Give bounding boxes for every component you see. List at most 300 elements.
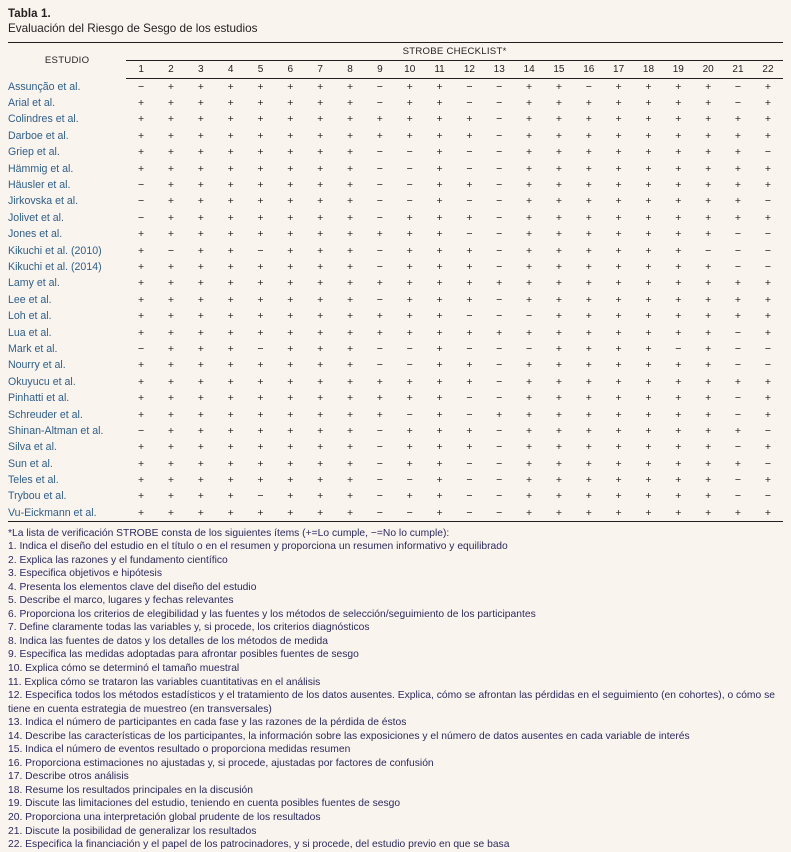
column-header-item-20: 20 (693, 61, 723, 79)
criterion-cell: − (406, 408, 413, 421)
criterion-cell: + (615, 474, 622, 487)
criterion-cell: + (227, 474, 234, 487)
criterion-cell: + (436, 310, 443, 323)
criterion-cell: + (346, 277, 354, 290)
criterion-cell: + (436, 195, 443, 208)
criterion-cell: + (287, 408, 294, 421)
criterion-cell: − (496, 211, 503, 224)
criterion-cell: + (526, 392, 533, 405)
criterion-cell: + (167, 408, 175, 421)
criterion-cell: + (526, 375, 533, 388)
criterion-cell: + (526, 474, 533, 487)
criterion-cell: + (287, 359, 294, 372)
criterion-cell: + (675, 441, 682, 454)
criterion-cell: + (645, 424, 652, 437)
criterion-cell: − (734, 342, 742, 355)
criterion-cell: + (734, 293, 742, 306)
criterion-cell: − (734, 244, 742, 257)
criterion-cell: + (585, 228, 592, 241)
criterion-cell: − (764, 244, 772, 257)
criterion-cell: − (138, 195, 145, 208)
criterion-cell: + (705, 228, 712, 241)
criterion-cell: + (555, 162, 562, 175)
criterion-cell: + (167, 277, 175, 290)
criterion-cell: + (615, 113, 622, 126)
table-row (8, 242, 783, 258)
criterion-cell: + (346, 457, 354, 470)
table-row (8, 193, 783, 209)
criterion-cell: − (466, 228, 473, 241)
criterion-cell: + (466, 277, 473, 290)
criterion-cell: + (526, 113, 533, 126)
criterion-cell: + (555, 474, 562, 487)
footnote-item-21: 21. Discute la posibilidad de generalizar los resultados (8, 825, 257, 837)
footnote-item-12: 12. Especifica todos los métodos estadísticos y el tratamiento de los datos ausentes. Explica, cómo se afrontan las pérdidas en el seguimiento (en cohortes), o cómo se tiene en cuenta estrategia de muestreo (en transversales) (8, 690, 775, 715)
criterion-cell: + (257, 195, 264, 208)
table-row (8, 472, 783, 488)
criterion-cell: + (346, 97, 354, 110)
criterion-cell: + (555, 490, 562, 503)
criterion-cell: + (645, 244, 652, 257)
criterion-cell: − (526, 342, 533, 355)
criterion-cell: + (406, 424, 413, 437)
criterion-cell: + (675, 293, 682, 306)
criterion-cell: + (346, 129, 354, 142)
criterion-cell: + (705, 424, 712, 437)
study-name-cell[interactable]: Pinhatti et al. (8, 392, 70, 405)
criterion-cell: + (705, 146, 712, 159)
criterion-cell: + (555, 408, 562, 421)
study-name-cell[interactable]: Colindres et al. (8, 113, 79, 126)
criterion-cell: − (734, 359, 742, 372)
criterion-cell: + (167, 211, 175, 224)
criterion-cell: + (167, 490, 175, 503)
criterion-cell: + (406, 293, 413, 306)
criterion-cell: + (705, 408, 712, 421)
criterion-cell: + (406, 310, 413, 323)
criterion-cell: + (317, 474, 324, 487)
criterion-cell: − (764, 424, 772, 437)
criterion-cell: + (346, 244, 354, 257)
criterion-cell: + (287, 97, 294, 110)
criterion-cell: + (526, 457, 533, 470)
criterion-cell: + (764, 179, 772, 192)
criterion-cell: + (645, 211, 652, 224)
study-name-cell[interactable]: Vu-Eickmann et al. (8, 505, 126, 521)
criterion-cell: − (376, 293, 383, 306)
criterion-cell: + (167, 342, 175, 355)
criterion-cell: + (138, 277, 145, 290)
criterion-cell: + (257, 97, 264, 110)
criterion-cell: + (466, 326, 473, 339)
criterion-cell: + (167, 80, 175, 93)
criterion-cell: + (197, 490, 204, 503)
criterion-cell: + (436, 228, 443, 241)
footnote-item-14: 14. Describe las características de los participantes, la información sobre las exposiciones y el número de datos ausentes en cada variable de interés (8, 730, 690, 742)
criterion-cell: − (376, 244, 383, 257)
criterion-cell: + (555, 342, 562, 355)
criterion-cell: + (555, 441, 562, 454)
criterion-cell: + (287, 293, 294, 306)
criterion-cell: + (346, 211, 354, 224)
criterion-cell: + (406, 375, 413, 388)
criterion-cell: + (436, 474, 443, 487)
criterion-cell: + (466, 441, 473, 454)
table-row (8, 292, 783, 308)
criterion-cell: + (705, 162, 712, 175)
criterion-cell: − (496, 342, 503, 355)
table-row (8, 423, 783, 439)
study-name-cell[interactable]: Jolivet et al. (8, 211, 64, 224)
criterion-cell: + (585, 146, 592, 159)
study-name-cell[interactable]: Schreuder et al. (8, 408, 83, 421)
criterion-cell: − (466, 342, 473, 355)
criterion-cell: + (555, 97, 562, 110)
criterion-cell: + (675, 179, 682, 192)
table-caption-text: Evaluación del Riesgo de Sesgo de los estudios (8, 21, 258, 35)
study-name-cell[interactable]: Jirkovska et al. (8, 195, 79, 208)
criterion-cell: + (227, 277, 234, 290)
criterion-cell: + (585, 441, 592, 454)
criterion-cell: + (585, 457, 592, 470)
study-name-cell[interactable]: Häusler et al. (8, 179, 71, 192)
criterion-cell: + (705, 474, 712, 487)
study-name-cell[interactable]: Okuyucu et al. (8, 375, 76, 388)
criterion-cell: + (167, 129, 175, 142)
criterion-cell: + (705, 457, 712, 470)
criterion-cell: + (514, 505, 544, 521)
criterion-cell: + (138, 228, 145, 241)
criterion-cell: + (675, 113, 682, 126)
criterion-cell: + (138, 310, 145, 323)
criterion-cell: + (675, 392, 682, 405)
criterion-cell: + (555, 424, 562, 437)
criterion-cell: + (257, 474, 264, 487)
criterion-cell: + (227, 359, 234, 372)
criterion-cell: + (764, 326, 772, 339)
criterion-cell: + (555, 375, 562, 388)
footnote-legend: *La lista de verificación STROBE consta de los siguientes ítems (+=Lo cumple, −=No lo cumple): (8, 527, 450, 539)
study-name-cell[interactable]: Darboe et al. (8, 129, 69, 142)
criterion-cell: + (406, 228, 413, 241)
criterion-cell: + (526, 490, 533, 503)
column-header-item-18: 18 (634, 61, 664, 79)
column-header-item-8: 8 (335, 61, 365, 79)
study-name-cell[interactable]: Arial et al. (8, 97, 56, 110)
criterion-cell: + (126, 505, 156, 521)
criterion-cell: + (705, 97, 712, 110)
footnote-item-8: 8. Indica las fuentes de datos y los detalles de los métodos de medida (8, 635, 328, 647)
criterion-cell: + (663, 505, 693, 521)
criterion-cell: + (555, 195, 562, 208)
criterion-cell: + (317, 342, 324, 355)
criterion-cell: + (615, 457, 622, 470)
criterion-cell: + (615, 97, 622, 110)
criterion-cell: + (436, 392, 443, 405)
table-caption (8, 7, 783, 36)
footnote-item-22: 22. Especifica la financiación y el papel de los patrocinadores, y si procede, del estudio previo en que se basa (8, 839, 510, 851)
criterion-cell: + (406, 211, 413, 224)
criterion-cell: + (138, 359, 145, 372)
criterion-cell: + (585, 490, 592, 503)
criterion-cell: + (734, 146, 742, 159)
column-header-item-16: 16 (574, 61, 604, 79)
criterion-cell: + (317, 129, 324, 142)
criterion-cell: − (496, 129, 503, 142)
criterion-cell: + (436, 211, 443, 224)
criterion-cell: − (675, 342, 682, 355)
criterion-cell: + (645, 293, 652, 306)
criterion-cell: + (197, 162, 204, 175)
criterion-cell: + (317, 260, 324, 273)
criterion-cell: + (585, 424, 592, 437)
criterion-cell: + (167, 310, 175, 323)
criterion-cell: + (138, 375, 145, 388)
criterion-cell: + (346, 326, 354, 339)
criterion-cell: + (436, 408, 443, 421)
criterion-cell: + (376, 408, 383, 421)
criterion-cell: + (675, 162, 682, 175)
table-row (8, 128, 783, 144)
criterion-cell: + (167, 228, 175, 241)
criterion-cell: + (645, 441, 652, 454)
criterion-cell: − (496, 97, 503, 110)
criterion-cell: + (167, 424, 175, 437)
footnote-item-7: 7. Define claramente todas las variables y, si procede, los criterios diagnósticos (8, 622, 370, 634)
column-header-item-12: 12 (454, 61, 484, 79)
criterion-cell: + (734, 457, 742, 470)
criterion-cell: + (764, 162, 772, 175)
criterion-cell: − (138, 80, 145, 93)
criterion-cell: − (734, 326, 742, 339)
criterion-cell: − (764, 195, 772, 208)
criterion-cell: + (604, 505, 634, 521)
study-name-cell[interactable]: Lua et al. (8, 326, 52, 339)
criterion-cell: + (645, 129, 652, 142)
criterion-cell: + (645, 359, 652, 372)
criterion-cell: − (406, 146, 413, 159)
footnote-item-13: 13. Indica el número de participantes en cada fase y las razones de la pérdida de éstos (8, 717, 407, 729)
criterion-cell: − (496, 474, 503, 487)
criterion-cell: − (734, 441, 742, 454)
criterion-cell: + (615, 211, 622, 224)
table-row (8, 374, 783, 390)
criterion-cell: + (167, 293, 175, 306)
criterion-cell: + (705, 441, 712, 454)
table-row (8, 259, 783, 275)
criterion-cell: + (197, 375, 204, 388)
criterion-cell: + (406, 113, 413, 126)
criterion-cell: + (705, 342, 712, 355)
criterion-cell: + (436, 179, 443, 192)
criterion-cell: + (466, 424, 473, 437)
criterion-cell: + (764, 441, 772, 454)
table-body (8, 79, 783, 522)
criterion-cell: + (257, 408, 264, 421)
criterion-cell: + (167, 162, 175, 175)
criterion-cell: + (585, 342, 592, 355)
criterion-cell: − (466, 195, 473, 208)
criterion-cell: + (764, 392, 772, 405)
criterion-cell: + (585, 408, 592, 421)
study-name-cell[interactable]: Kikuchi et al. (2014) (8, 260, 102, 273)
criterion-cell: + (376, 310, 383, 323)
criterion-cell: + (645, 228, 652, 241)
criterion-cell: − (496, 80, 503, 93)
criterion-cell: + (287, 490, 294, 503)
criterion-cell: + (227, 129, 234, 142)
criterion-cell: − (764, 228, 772, 241)
criterion-cell: − (376, 179, 383, 192)
criterion-cell: + (436, 490, 443, 503)
strobe-risk-of-bias-table (8, 42, 783, 522)
criterion-cell: + (138, 244, 145, 257)
footnote-item-11: 11. Explica cómo se trataron las variables cuantitativas en el análisis (8, 676, 321, 688)
criterion-cell: + (764, 211, 772, 224)
criterion-cell: − (376, 474, 383, 487)
criterion-cell: + (615, 342, 622, 355)
criterion-cell: + (615, 359, 622, 372)
criterion-cell: − (764, 457, 772, 470)
criterion-cell: + (257, 162, 264, 175)
criterion-cell: + (138, 392, 145, 405)
criterion-cell: + (615, 490, 622, 503)
criterion-cell: + (645, 277, 652, 290)
criterion-cell: + (615, 228, 622, 241)
criterion-cell: + (526, 359, 533, 372)
criterion-cell: + (526, 228, 533, 241)
criterion-cell: + (555, 457, 562, 470)
criterion-cell: + (555, 129, 562, 142)
criterion-cell: + (436, 113, 443, 126)
criterion-cell: + (287, 179, 294, 192)
column-header-item-14: 14 (514, 61, 544, 79)
criterion-cell: + (526, 424, 533, 437)
study-name-cell[interactable]: Lamy et al. (8, 277, 60, 290)
criterion-cell: − (376, 97, 383, 110)
criterion-cell: − (466, 310, 473, 323)
criterion-cell: − (376, 260, 383, 273)
criterion-cell: + (555, 326, 562, 339)
criterion-cell: − (496, 457, 503, 470)
column-header-item-19: 19 (663, 61, 693, 79)
criterion-cell: + (526, 441, 533, 454)
criterion-cell: + (138, 162, 145, 175)
study-name-cell[interactable]: Sun et al. (8, 457, 53, 470)
criterion-cell: + (346, 146, 354, 159)
study-name-cell[interactable]: Trybou et al. (8, 490, 67, 503)
criterion-cell: + (764, 129, 772, 142)
study-name-cell[interactable]: Jones et al. (8, 228, 63, 241)
criterion-cell: + (585, 392, 592, 405)
criterion-cell: + (466, 359, 473, 372)
criterion-cell: + (346, 293, 354, 306)
criterion-cell: + (585, 211, 592, 224)
criterion-cell: + (346, 342, 354, 355)
column-header-item-10: 10 (395, 61, 425, 79)
footnote-item-20: 20. Proporciona una interpretación global prudente de los resultados (8, 812, 321, 824)
criterion-cell: + (645, 375, 652, 388)
criterion-cell: + (705, 359, 712, 372)
criterion-cell: + (526, 80, 533, 93)
criterion-cell: + (705, 490, 712, 503)
criterion-cell: + (167, 457, 175, 470)
criterion-cell: − (376, 146, 383, 159)
study-name-cell[interactable]: Shinan-Altman et al. (8, 424, 104, 437)
criterion-cell: + (585, 277, 592, 290)
criterion-cell: + (197, 457, 204, 470)
criterion-cell: − (764, 359, 772, 372)
criterion-cell: − (466, 408, 473, 421)
criterion-cell: + (675, 260, 682, 273)
criterion-cell: + (574, 505, 604, 521)
criterion-cell: + (645, 195, 652, 208)
footnote-item-10: 10. Explica cómo se determinó el tamaño muestral (8, 663, 240, 675)
criterion-cell: − (496, 113, 503, 126)
study-name-cell[interactable]: Teles et al. (8, 474, 59, 487)
criterion-cell: + (317, 113, 324, 126)
column-header-item-21: 21 (723, 61, 753, 79)
criterion-cell: + (723, 505, 753, 521)
table-row (8, 95, 783, 111)
criterion-cell: + (615, 244, 622, 257)
criterion-cell: + (526, 408, 533, 421)
criterion-cell: + (275, 505, 305, 521)
criterion-cell: + (406, 490, 413, 503)
study-name-cell[interactable]: Kikuchi et al. (2010) (8, 244, 102, 257)
criterion-cell: + (227, 293, 234, 306)
criterion-cell: − (365, 505, 395, 521)
criterion-cell: + (675, 310, 682, 323)
criterion-cell: − (734, 97, 742, 110)
criterion-cell: − (406, 195, 413, 208)
criterion-cell: + (585, 113, 592, 126)
criterion-cell: + (705, 375, 712, 388)
criterion-cell: + (406, 392, 413, 405)
study-name-cell[interactable]: Hämmig et al. (8, 162, 74, 175)
study-name-cell[interactable]: Assunção et al. (8, 80, 81, 93)
study-name-cell[interactable]: Silva et al. (8, 441, 57, 454)
criterion-cell: + (346, 80, 354, 93)
criterion-cell: + (257, 441, 264, 454)
criterion-cell: + (436, 424, 443, 437)
table-row (8, 79, 783, 95)
criterion-cell: + (436, 293, 443, 306)
criterion-cell: − (734, 490, 742, 503)
criterion-cell: + (317, 457, 324, 470)
criterion-cell: + (287, 244, 294, 257)
criterion-cell: + (466, 179, 473, 192)
criterion-cell: + (227, 80, 234, 93)
criterion-cell: − (764, 146, 772, 159)
criterion-cell: + (257, 310, 264, 323)
table-head (8, 43, 783, 79)
criterion-cell: + (406, 97, 413, 110)
criterion-cell: + (585, 179, 592, 192)
criterion-cell: + (167, 179, 175, 192)
study-name-cell[interactable]: Loh et al. (8, 310, 52, 323)
study-name-cell[interactable]: Mark et al. (8, 342, 58, 355)
criterion-cell: + (496, 326, 503, 339)
table-row (8, 210, 783, 226)
study-name-cell[interactable]: Griep et al. (8, 146, 60, 159)
study-name-cell[interactable]: Lee et al. (8, 293, 52, 306)
criterion-cell: + (287, 277, 294, 290)
criterion-cell: + (257, 80, 264, 93)
criterion-cell: + (197, 310, 204, 323)
study-name-cell[interactable]: Nourry et al. (8, 359, 66, 372)
criterion-cell: + (138, 490, 145, 503)
